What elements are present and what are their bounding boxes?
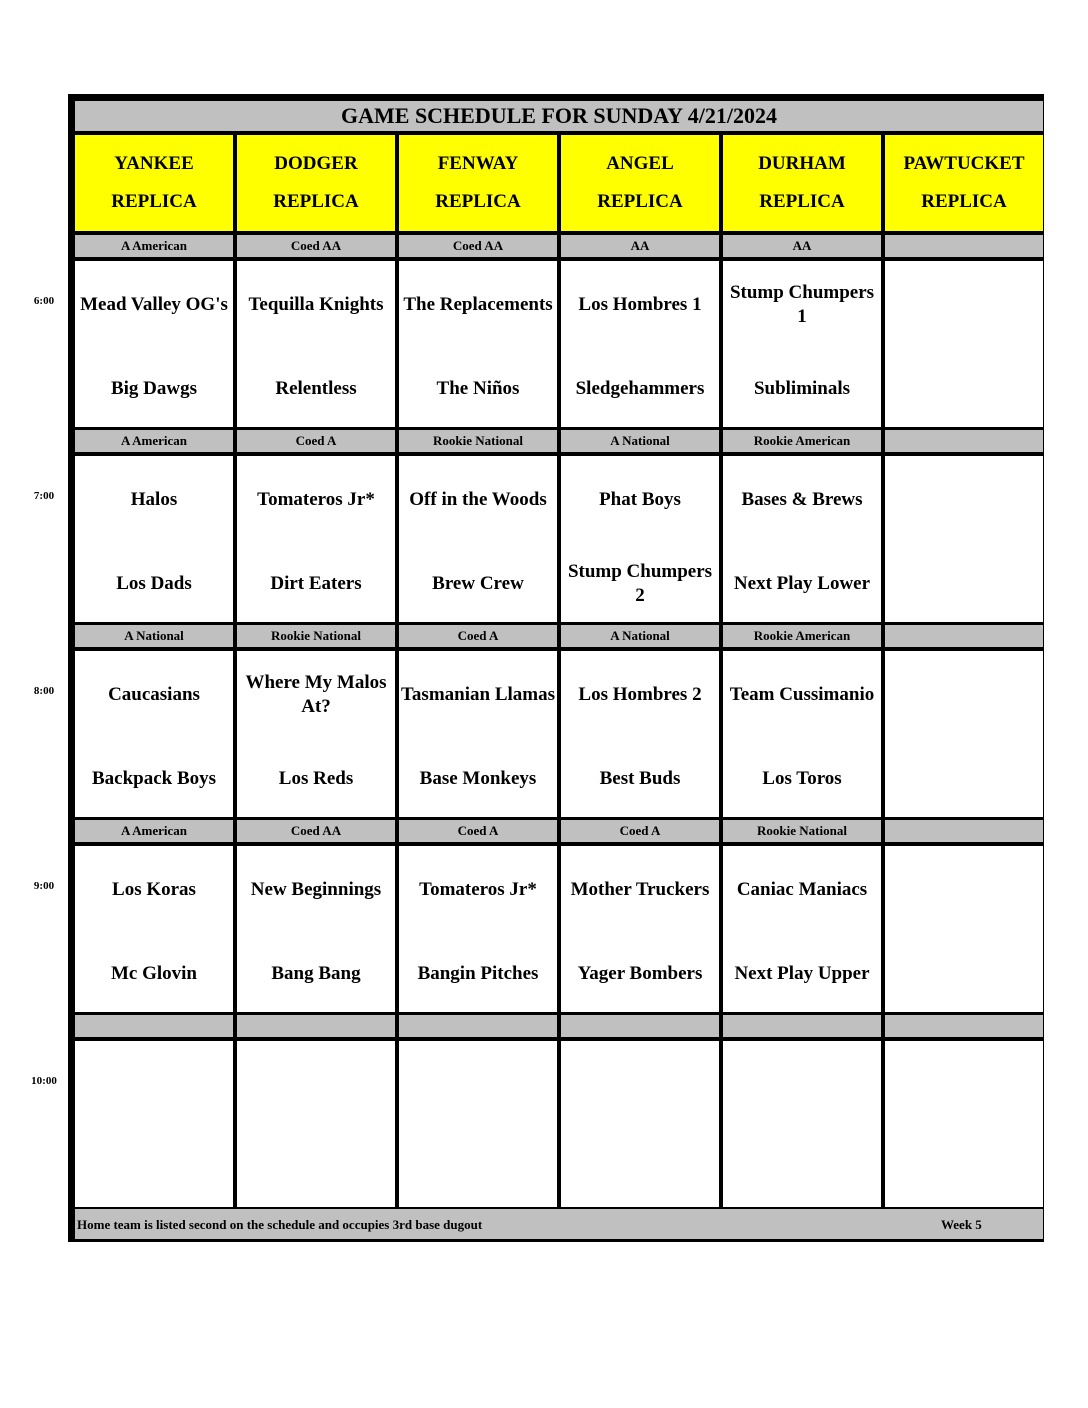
away-team: Team Cussimanio	[729, 684, 875, 705]
time-label: 6:00	[33, 295, 55, 307]
game-cell	[399, 261, 557, 427]
venue-header-0	[75, 135, 233, 231]
game-cell	[561, 651, 719, 817]
home-team	[237, 1139, 395, 1199]
schedule-title: GAME SCHEDULE FOR SUNDAY 4/21/2024	[75, 101, 1043, 131]
venue-subtitle: REPLICA	[273, 191, 359, 212]
division-label: Coed A	[237, 430, 395, 452]
venue-subtitle: REPLICA	[435, 191, 521, 212]
away-team	[399, 1055, 557, 1115]
division-label: AA	[561, 235, 719, 257]
game-cell	[237, 651, 395, 817]
division-label	[723, 1015, 881, 1037]
division-label: Coed A	[561, 820, 719, 842]
game-cell	[723, 846, 881, 1012]
game-cell	[237, 846, 395, 1012]
game-cell	[237, 1041, 395, 1207]
venue-name: DODGER	[274, 153, 358, 174]
home-team: Best Buds	[599, 768, 681, 789]
division-label	[75, 1015, 233, 1037]
away-team: Halos	[130, 489, 178, 510]
game-cell	[885, 261, 1043, 427]
game-cell	[75, 1041, 233, 1207]
home-team: Big Dawgs	[110, 378, 198, 399]
home-team: Los Toros	[762, 768, 842, 789]
away-team: Where My Malos At?	[245, 672, 387, 717]
game-cell	[399, 846, 557, 1012]
home-team	[885, 554, 1043, 614]
division-label: Rookie American	[723, 625, 881, 647]
venue-name: ANGEL	[606, 153, 674, 174]
home-team: Base Monkeys	[419, 768, 537, 789]
game-cell	[885, 456, 1043, 622]
division-label: Coed A	[399, 820, 557, 842]
away-team: Los Hombres 2	[578, 684, 702, 705]
venue-subtitle: REPLICA	[111, 191, 197, 212]
home-team: Backpack Boys	[91, 768, 217, 789]
away-team	[885, 275, 1043, 335]
home-team: Bangin Pitches	[417, 963, 539, 984]
venue-subtitle: REPLICA	[921, 191, 1007, 212]
away-team: New Beginnings	[250, 879, 382, 900]
home-team	[75, 1139, 233, 1199]
away-team: The Replacements	[403, 294, 553, 315]
time-label: 9:00	[33, 880, 55, 892]
home-team	[561, 1139, 719, 1199]
venue-subtitle: REPLICA	[597, 191, 683, 212]
division-label: Rookie National	[237, 625, 395, 647]
away-team: Tasmanian Llamas	[401, 684, 555, 705]
home-team: Bang Bang	[271, 963, 361, 984]
division-label	[885, 1015, 1043, 1037]
away-team: Off in the Woods	[409, 489, 547, 510]
away-team: Mother Truckers	[570, 879, 710, 900]
away-team	[885, 860, 1043, 920]
division-label: A National	[561, 625, 719, 647]
venue-header-3	[561, 135, 719, 231]
home-team: The Niños	[436, 378, 520, 399]
away-team: Tomateros Jr*	[257, 489, 375, 510]
venue-name: YANKEE	[114, 153, 194, 174]
division-label	[561, 1015, 719, 1037]
away-team: Bases & Brews	[741, 489, 863, 510]
home-team	[885, 1139, 1043, 1199]
home-team: Brew Crew	[432, 573, 524, 594]
home-team: Los Reds	[278, 768, 354, 789]
game-cell	[399, 651, 557, 817]
home-team: Stump Chumpers 2	[567, 561, 713, 606]
game-cell	[561, 456, 719, 622]
schedule-table	[68, 94, 1044, 1242]
division-label	[885, 430, 1043, 452]
game-cell	[885, 651, 1043, 817]
away-team	[237, 1055, 395, 1115]
week-label: Week 5	[941, 1217, 982, 1232]
game-cell	[237, 456, 395, 622]
game-cell	[75, 846, 233, 1012]
home-team: Dirt Eaters	[270, 573, 362, 594]
game-cell	[237, 261, 395, 427]
away-team	[561, 1055, 719, 1115]
time-label: 8:00	[33, 685, 55, 697]
division-label: Rookie National	[723, 820, 881, 842]
game-cell	[885, 1041, 1043, 1207]
game-cell	[723, 456, 881, 622]
division-label: Coed AA	[399, 235, 557, 257]
venue-subtitle: REPLICA	[759, 191, 845, 212]
game-cell	[75, 651, 233, 817]
division-label: A American	[75, 430, 233, 452]
away-team: Tequilla Knights	[248, 294, 384, 315]
venue-header-4	[723, 135, 881, 231]
game-cell	[885, 846, 1043, 1012]
game-cell	[75, 456, 233, 622]
home-team	[723, 1139, 881, 1199]
home-team	[885, 359, 1043, 419]
game-cell	[723, 261, 881, 427]
division-label: Coed AA	[237, 235, 395, 257]
footer-bar	[75, 1209, 1043, 1239]
division-label	[399, 1015, 557, 1037]
division-label	[237, 1015, 395, 1037]
venue-header-5	[885, 135, 1043, 231]
home-team	[885, 944, 1043, 1004]
game-cell	[561, 1041, 719, 1207]
game-cell	[723, 651, 881, 817]
game-cell	[399, 1041, 557, 1207]
home-team: Los Dads	[116, 573, 192, 594]
away-team	[75, 1055, 233, 1115]
home-team: Subliminals	[753, 378, 851, 399]
game-cell	[399, 456, 557, 622]
away-team: Mead Valley OG's	[80, 294, 228, 315]
away-team: Los Koras	[112, 879, 196, 900]
division-label	[885, 625, 1043, 647]
venue-name: PAWTUCKET	[903, 153, 1025, 174]
division-label: Coed A	[399, 625, 557, 647]
home-team: Next Play Lower	[733, 573, 871, 594]
division-label: A American	[75, 820, 233, 842]
division-label: A National	[561, 430, 719, 452]
division-label: Rookie American	[723, 430, 881, 452]
game-cell	[561, 261, 719, 427]
away-team: Los Hombres 1	[578, 294, 702, 315]
home-team	[399, 1139, 557, 1199]
time-label: 10:00	[31, 1075, 57, 1087]
away-team	[723, 1055, 881, 1115]
away-team: Caniac Maniacs	[736, 879, 868, 900]
away-team: Stump Chumpers 1	[729, 282, 875, 327]
game-cell	[723, 1041, 881, 1207]
home-team-note: Home team is listed second on the schedule and occupies 3rd base dugout	[77, 1217, 483, 1232]
home-team	[885, 749, 1043, 809]
division-label: A National	[75, 625, 233, 647]
home-team: Yager Bombers	[577, 963, 703, 984]
home-team: Mc Glovin	[110, 963, 198, 984]
time-label: 7:00	[33, 490, 55, 502]
division-label: AA	[723, 235, 881, 257]
venue-name: FENWAY	[437, 153, 519, 174]
home-team: Sledgehammers	[575, 378, 705, 399]
away-team	[885, 1055, 1043, 1115]
venue-name: DURHAM	[758, 153, 846, 174]
division-label: Rookie National	[399, 430, 557, 452]
away-team	[885, 665, 1043, 725]
home-team: Next Play Upper	[734, 963, 870, 984]
venue-header-2	[399, 135, 557, 231]
away-team: Phat Boys	[599, 489, 681, 510]
away-team	[885, 470, 1043, 530]
venue-header-1	[237, 135, 395, 231]
division-label: A American	[75, 235, 233, 257]
away-team: Caucasians	[108, 684, 200, 705]
division-label	[885, 820, 1043, 842]
game-cell	[75, 261, 233, 427]
game-cell	[561, 846, 719, 1012]
division-label	[885, 235, 1043, 257]
away-team: Tomateros Jr*	[419, 879, 537, 900]
division-label: Coed AA	[237, 820, 395, 842]
home-team: Relentless	[275, 378, 357, 399]
